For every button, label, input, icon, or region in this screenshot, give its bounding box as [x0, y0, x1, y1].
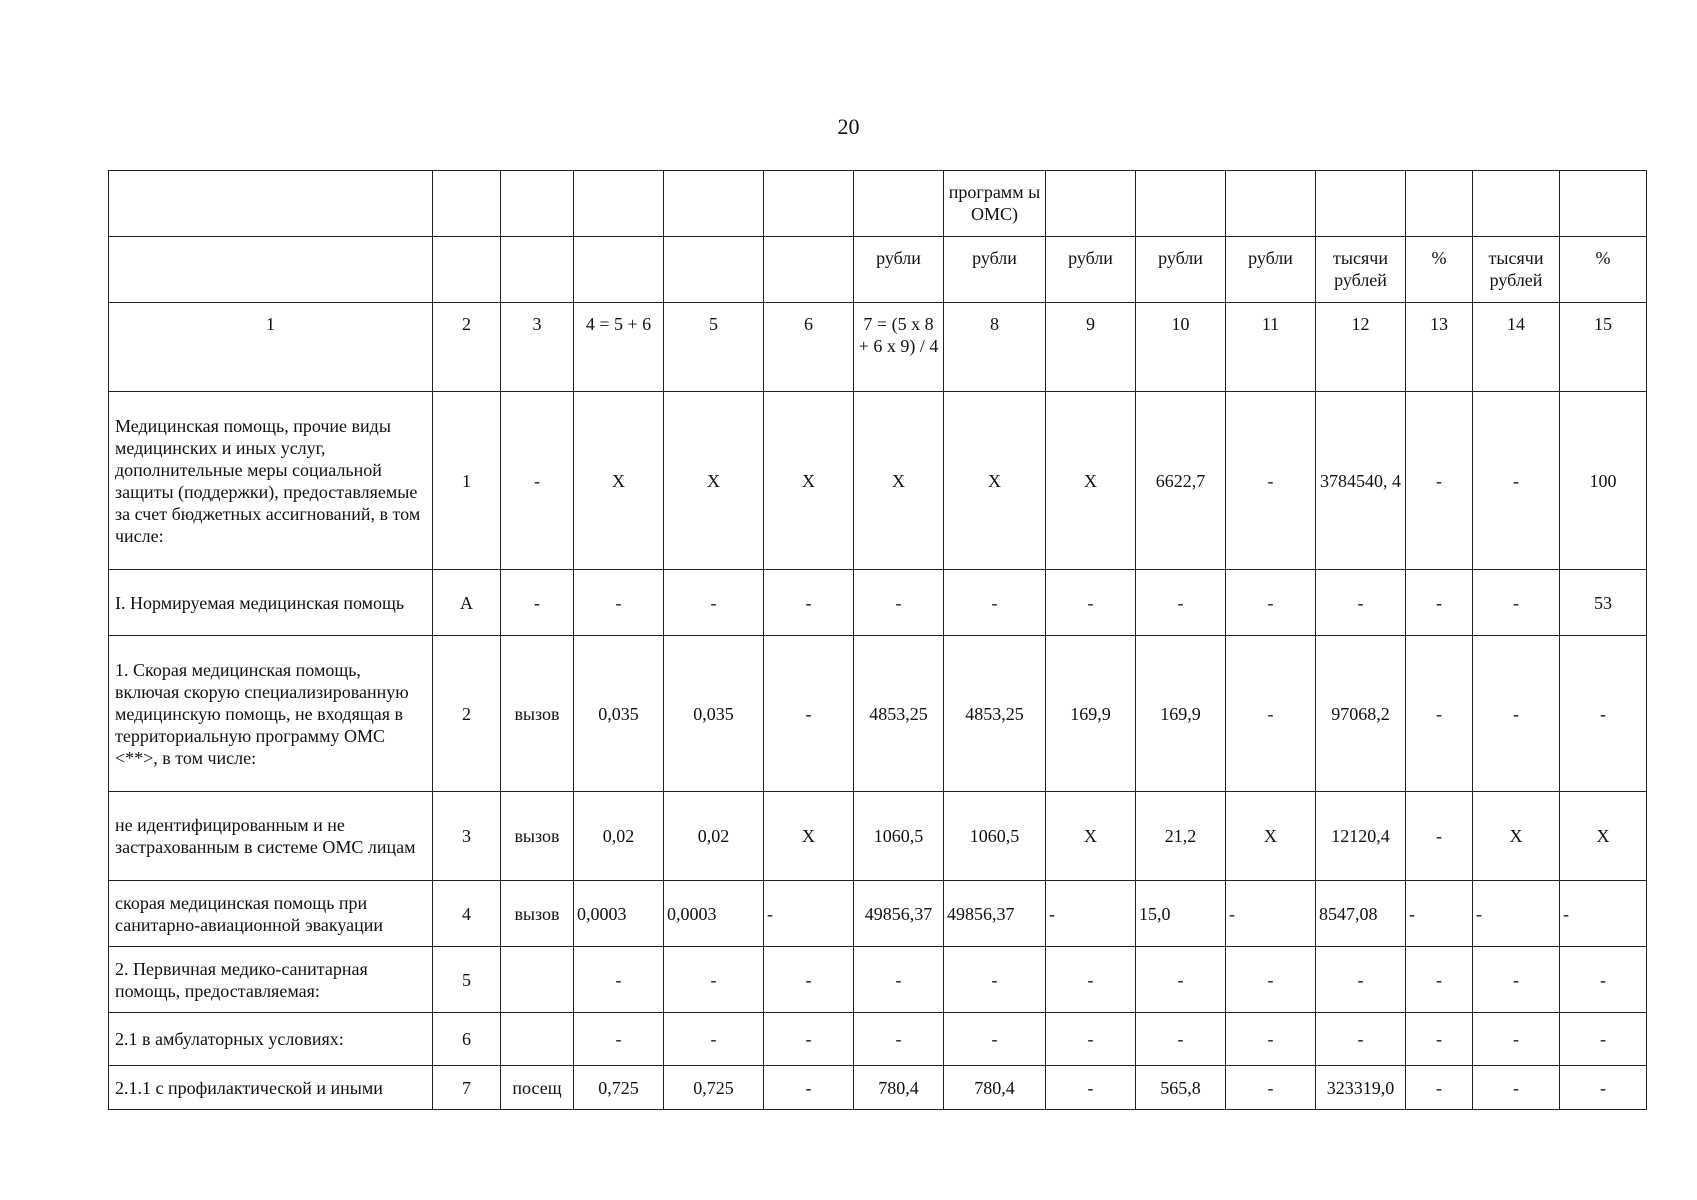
table-cell: 169,9 [1136, 636, 1226, 792]
header-cell [109, 171, 433, 237]
table-cell: вызов [501, 636, 574, 792]
table-row [109, 1013, 1647, 1066]
table-cell: вызов [501, 881, 574, 947]
column-number: 13 [1406, 303, 1473, 392]
table-cell: 100 [1560, 392, 1647, 570]
table-cell: - [1406, 947, 1473, 1013]
header-cell [1226, 171, 1316, 237]
table-cell: 2 [433, 636, 501, 792]
table-cell: 4853,25 [944, 636, 1046, 792]
table-cell: - [764, 881, 854, 947]
column-number-row [109, 303, 1647, 392]
table-cell: 4 [433, 881, 501, 947]
header-cell: программ ы ОМС) [944, 171, 1046, 237]
unit-cell: рубли [1136, 237, 1226, 303]
table-cell: - [764, 570, 854, 636]
unit-cell [433, 237, 501, 303]
table-cell: X [1226, 792, 1316, 881]
table-cell: - [1473, 392, 1560, 570]
table-cell: 0,725 [574, 1066, 664, 1110]
row-label: 2.1 в амбулаторных условиях: [109, 1013, 433, 1066]
header-cell [764, 171, 854, 237]
table-cell: - [1136, 570, 1226, 636]
row-label: I. Нормируемая медицинская помощь [109, 570, 433, 636]
table-row [109, 881, 1647, 947]
table-cell: - [1406, 881, 1473, 947]
table-cell: 3 [433, 792, 501, 881]
column-number: 15 [1560, 303, 1647, 392]
table-cell: 780,4 [944, 1066, 1046, 1110]
table-cell: 12120,4 [1316, 792, 1406, 881]
row-label: скорая медицинская помощь при санитарно-авиационной эвакуации [109, 881, 433, 947]
row-label: 1. Скорая медицинская помощь, включая скорую специализированную медицинскую помощь, не входящая в территориальную программу ОМС <**>, в том числе: [109, 636, 433, 792]
table-cell: - [664, 1013, 764, 1066]
table-cell: - [664, 947, 764, 1013]
header-cell [854, 171, 944, 237]
table-cell: 780,4 [854, 1066, 944, 1110]
table-cell: - [574, 1013, 664, 1066]
table-cell: - [1316, 1013, 1406, 1066]
table-cell: 21,2 [1136, 792, 1226, 881]
column-number: 1 [109, 303, 433, 392]
table-cell: - [944, 570, 1046, 636]
table-cell: - [1560, 1066, 1647, 1110]
table-cell: - [854, 1013, 944, 1066]
unit-cell: % [1560, 237, 1647, 303]
table-cell: - [1046, 1013, 1136, 1066]
table-cell: - [574, 947, 664, 1013]
table-cell: - [1226, 1013, 1316, 1066]
table-cell: X [1473, 792, 1560, 881]
column-number: 4 = 5 + 6 [574, 303, 664, 392]
header-cell [1560, 171, 1647, 237]
table-cell: - [1226, 636, 1316, 792]
table-cell: - [1226, 881, 1316, 947]
table-cell [501, 1013, 574, 1066]
table-cell: 1060,5 [854, 792, 944, 881]
column-number: 11 [1226, 303, 1316, 392]
column-number: 2 [433, 303, 501, 392]
table-cell: - [574, 570, 664, 636]
row-label: 2. Первичная медико-санитарная помощь, предоставляемая: [109, 947, 433, 1013]
header-cell [501, 171, 574, 237]
header-cell [433, 171, 501, 237]
table-cell: - [1226, 1066, 1316, 1110]
table-cell: 5 [433, 947, 501, 1013]
table-cell: X [1046, 792, 1136, 881]
column-number: 10 [1136, 303, 1226, 392]
table-cell: 0,02 [664, 792, 764, 881]
table-cell: - [501, 392, 574, 570]
unit-cell: рубли [854, 237, 944, 303]
column-number: 9 [1046, 303, 1136, 392]
table-cell: 323319,0 [1316, 1066, 1406, 1110]
unit-cell [109, 237, 433, 303]
table-cell: - [944, 947, 1046, 1013]
table-row [109, 392, 1647, 570]
column-number: 6 [764, 303, 854, 392]
row-label: Медицинская помощь, прочие виды медицинских и иных услуг, дополнительные меры социальной защиты (поддержки), предоставляемые за счет бюджетных ассигнований, в том числе: [109, 392, 433, 570]
header-cell [1136, 171, 1226, 237]
table-cell: 0,0003 [664, 881, 764, 947]
table-cell: - [1136, 947, 1226, 1013]
column-number: 12 [1316, 303, 1406, 392]
table-cell: - [1473, 881, 1560, 947]
table-cell: - [1226, 947, 1316, 1013]
table-cell: 6622,7 [1136, 392, 1226, 570]
table-cell: 0,0003 [574, 881, 664, 947]
table-cell: 1 [433, 392, 501, 570]
table-cell: 0,035 [664, 636, 764, 792]
header-cell [1316, 171, 1406, 237]
table-cell: 0,725 [664, 1066, 764, 1110]
unit-cell [501, 237, 574, 303]
table-cell: X [944, 392, 1046, 570]
table-row [109, 1066, 1647, 1110]
table-cell: - [1046, 947, 1136, 1013]
table-cell: - [1316, 947, 1406, 1013]
header-cell [574, 171, 664, 237]
units-row [109, 237, 1647, 303]
table-row [109, 947, 1647, 1013]
table-cell: - [1406, 570, 1473, 636]
table-cell: 1060,5 [944, 792, 1046, 881]
header-cell [1473, 171, 1560, 237]
table-cell: 4853,25 [854, 636, 944, 792]
table-cell: - [1560, 1013, 1647, 1066]
header-cell [664, 171, 764, 237]
table-cell: - [1226, 392, 1316, 570]
table-cell: - [1406, 1013, 1473, 1066]
unit-cell: рубли [944, 237, 1046, 303]
table-cell: - [1046, 570, 1136, 636]
row-label: 2.1.1 с профилактической и иными [109, 1066, 433, 1110]
unit-cell: рубли [1046, 237, 1136, 303]
table-cell: 49856,37 [944, 881, 1046, 947]
table-cell: 15,0 [1136, 881, 1226, 947]
table-cell: - [1473, 636, 1560, 792]
unit-cell: тысячи рублей [1316, 237, 1406, 303]
table-cell: X [1046, 392, 1136, 570]
table-cell: X [764, 792, 854, 881]
table-cell: - [1316, 570, 1406, 636]
unit-cell: % [1406, 237, 1473, 303]
table-cell: - [1046, 1066, 1136, 1110]
table-cell: 3784540, 4 [1316, 392, 1406, 570]
table-cell: - [1136, 1013, 1226, 1066]
table-cell: 169,9 [1046, 636, 1136, 792]
header-cell [1406, 171, 1473, 237]
table-cell: X [764, 392, 854, 570]
row-label: не идентифицированным и не застрахованным в системе ОМС лицам [109, 792, 433, 881]
table-cell: - [501, 570, 574, 636]
table-row [109, 570, 1647, 636]
unit-cell [574, 237, 664, 303]
header-cell [1046, 171, 1136, 237]
table-cell: 6 [433, 1013, 501, 1066]
table-cell: 97068,2 [1316, 636, 1406, 792]
table-cell: - [1473, 1013, 1560, 1066]
unit-cell: рубли [1226, 237, 1316, 303]
table-row [109, 636, 1647, 792]
table-cell: - [1406, 392, 1473, 570]
table-cell: 53 [1560, 570, 1647, 636]
financing-table [108, 170, 1647, 1110]
table-cell: - [1406, 1066, 1473, 1110]
table-cell: 8547,08 [1316, 881, 1406, 947]
column-number: 8 [944, 303, 1046, 392]
table-cell: - [1560, 947, 1647, 1013]
table-cell: - [854, 570, 944, 636]
table-cell: - [764, 1013, 854, 1066]
table-cell: 0,02 [574, 792, 664, 881]
table-cell: - [1473, 947, 1560, 1013]
table-cell: - [1406, 792, 1473, 881]
table-cell: - [944, 1013, 1046, 1066]
column-number: 14 [1473, 303, 1560, 392]
header-row [109, 171, 1647, 237]
column-number: 7 = (5 x 8 + 6 x 9) / 4 [854, 303, 944, 392]
table-cell: - [764, 947, 854, 1013]
table-cell: X [664, 392, 764, 570]
table-cell: посещ [501, 1066, 574, 1110]
table-cell: 7 [433, 1066, 501, 1110]
table-cell: - [1226, 570, 1316, 636]
table-cell: X [574, 392, 664, 570]
table-cell: - [854, 947, 944, 1013]
table-cell: - [1406, 636, 1473, 792]
table-cell: - [764, 1066, 854, 1110]
table-cell: X [1560, 792, 1647, 881]
table-cell: X [854, 392, 944, 570]
table-cell: - [1473, 570, 1560, 636]
table-cell: А [433, 570, 501, 636]
column-number: 3 [501, 303, 574, 392]
unit-cell [764, 237, 854, 303]
column-number: 5 [664, 303, 764, 392]
table-cell: вызов [501, 792, 574, 881]
table-cell: 565,8 [1136, 1066, 1226, 1110]
table-cell: - [1560, 881, 1647, 947]
page-number: 20 [837, 114, 860, 139]
table-cell: - [1560, 636, 1647, 792]
table-row [109, 792, 1647, 881]
table-cell: - [764, 636, 854, 792]
table-cell: - [664, 570, 764, 636]
table-cell: - [1046, 881, 1136, 947]
table-cell [501, 947, 574, 1013]
table-cell: 0,035 [574, 636, 664, 792]
table-cell: - [1473, 1066, 1560, 1110]
table-cell: 49856,37 [854, 881, 944, 947]
unit-cell: тысячи рублей [1473, 237, 1560, 303]
unit-cell [664, 237, 764, 303]
